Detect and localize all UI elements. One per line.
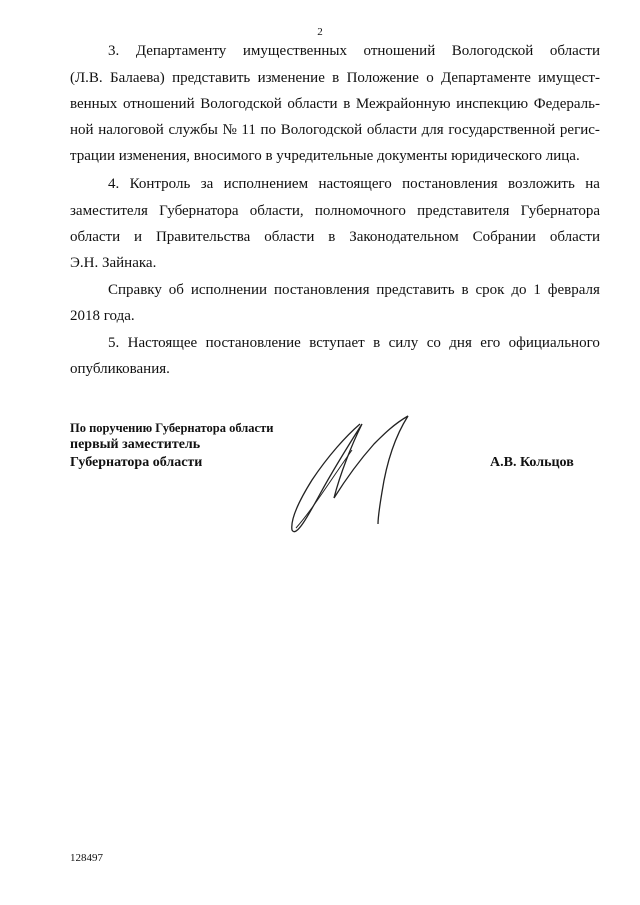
paragraph-4-line-1: 4. Контроль за исполнением настоящего постановления возложить на xyxy=(108,176,600,192)
paragraph-4-line-2: заместителя Губернатора области, полномочного представителя Губернатора xyxy=(70,203,600,219)
paragraph-report-line-1: Справку об исполнении постановления представить в срок до 1 февраля xyxy=(108,282,600,298)
paragraph-5-line-2: опубликования. xyxy=(70,361,170,377)
paragraph-3-line-2: (Л.В. Балаева) представить изменение в Положение о Департаменте имущест- xyxy=(70,70,600,86)
signature-line-title: Губернатора области xyxy=(70,455,203,470)
paragraph-3-line-4: ной налоговой службы № 11 по Вологодской области для государственной регис- xyxy=(70,122,600,138)
paragraph-3-line-5: трации изменения, вносимого в учредительные документы юридического лица. xyxy=(70,148,580,164)
page-number: 2 xyxy=(317,26,323,38)
paragraph-4-line-4: Э.Н. Зайнака. xyxy=(70,255,157,271)
signature-line-on-behalf: По поручению Губернатора области xyxy=(70,421,274,435)
handwritten-signature xyxy=(282,410,452,545)
signatory-name: А.В. Кольцов xyxy=(490,455,574,470)
paragraph-5-line-1: 5. Настоящее постановление вступает в силу со дня его официального xyxy=(108,335,600,351)
document-code: 128497 xyxy=(70,852,103,864)
paragraph-4-line-3: области и Правительства области в Законодательном Собрании области xyxy=(70,229,600,245)
paragraph-3-line-3: венных отношений Вологодской области в Межрайонную инспекцию Федераль- xyxy=(70,96,600,112)
paragraph-3-line-1: 3. Департаменту имущественных отношений Вологодской области xyxy=(108,43,600,59)
paragraph-report-line-2: 2018 года. xyxy=(70,308,135,324)
signature-line-position: первый заместитель xyxy=(70,437,201,452)
